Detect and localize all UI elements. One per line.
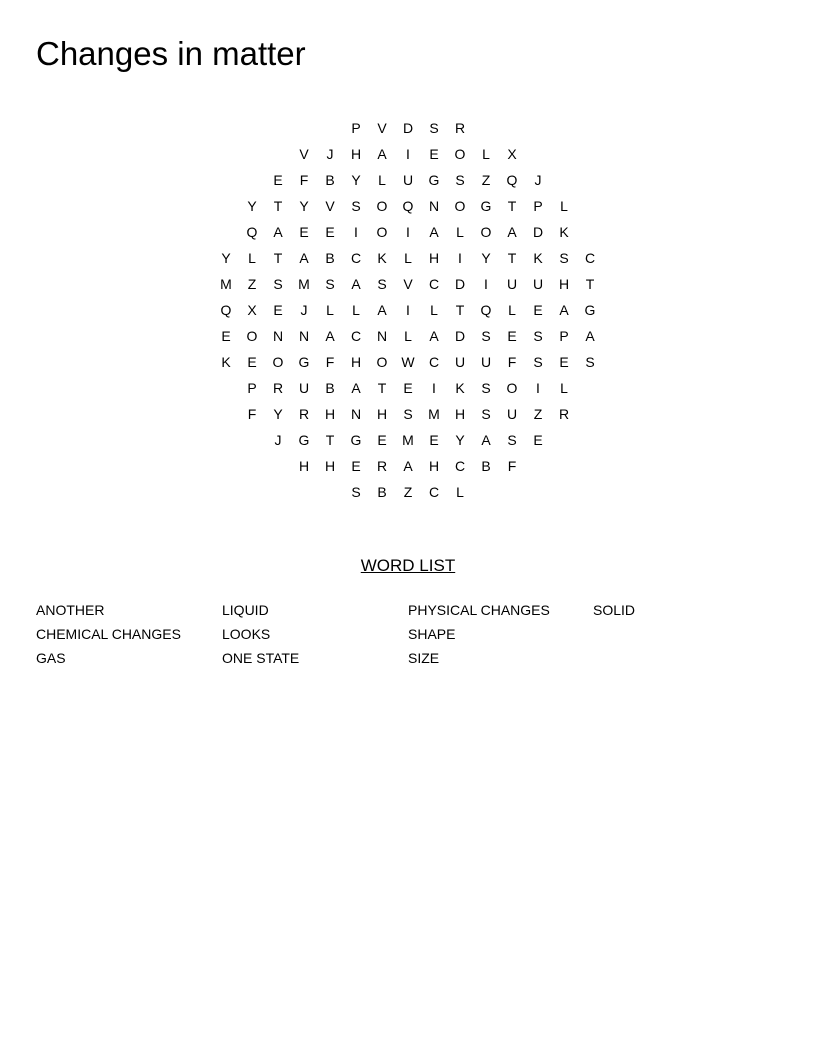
grid-letter: Y [247,198,257,214]
grid-letter: L [326,302,334,318]
grid-letter: S [533,354,543,370]
grid-letter: S [481,406,491,422]
grid-letter: Z [247,276,257,292]
grid-letter: V [377,120,387,136]
grid-letter: D [402,120,414,136]
grid-letter: L [560,198,568,214]
grid-letter: Q [480,302,492,318]
grid-letter: A [481,432,491,448]
grid-letter: C [428,276,440,292]
grid-letter: Y [273,406,283,422]
grid-letter: P [559,328,569,344]
grid-letter: E [273,172,283,188]
grid-letter: A [377,302,387,318]
grid-letter: S [455,172,465,188]
grid-letter: E [533,432,543,448]
grid-letter: K [455,380,465,396]
grid-letter: O [480,224,492,240]
grid-letter: B [325,250,335,266]
grid-letter: S [429,120,439,136]
word-list-heading: WORD LIST [360,556,456,575]
grid-letter: L [430,302,438,318]
grid-letter: Y [455,432,465,448]
grid-letter: Y [299,198,309,214]
grid-letter: F [325,354,335,370]
grid-letter: G [584,302,596,318]
grid-letter: A [273,224,283,240]
grid-letter: I [406,302,410,318]
grid-letter: M [220,276,232,292]
grid-letter: I [536,380,540,396]
grid-letter: L [456,484,464,500]
grid-letter: C [428,484,440,500]
grid-letter: L [352,302,360,318]
grid-letter: S [273,276,283,292]
grid-letter: T [273,250,283,266]
grid-letter: I [406,224,410,240]
grid-letter: M [402,432,414,448]
grid-letter: F [507,458,517,474]
grid-letter: C [350,328,362,344]
grid-letter: M [428,406,440,422]
grid-letter: E [429,146,439,162]
grid-letter: B [325,172,335,188]
grid-letter: O [246,328,258,344]
grid-letter: A [299,250,309,266]
grid-letter: A [559,302,569,318]
grid-letter: J [326,146,334,162]
grid-letter: I [458,250,462,266]
grid-letter: U [506,406,518,422]
grid-letter: H [350,146,362,162]
grid-letter: L [456,224,464,240]
grid-letter: U [480,354,492,370]
page-title: Changes in matter [36,35,306,72]
grid-letter: S [481,380,491,396]
grid-letter: C [454,458,466,474]
grid-letter: E [351,458,361,474]
grid-letter: E [403,380,413,396]
grid-letter: C [428,354,440,370]
grid-letter: R [272,380,284,396]
grid-letter: Z [403,484,413,500]
grid-letter: V [299,146,309,162]
grid-letter: E [377,432,387,448]
grid-letter: E [507,328,517,344]
grid-letter: E [325,224,335,240]
grid-letter: A [585,328,595,344]
grid-letter: U [298,380,310,396]
grid-letter: Y [221,250,231,266]
grid-letter: N [272,328,284,344]
grid-letter: H [558,276,570,292]
grid-letter: H [350,354,362,370]
grid-letter: I [354,224,358,240]
grid-letter: Q [402,198,414,214]
word-list-item: SOLID [593,602,636,618]
grid-letter: L [404,328,412,344]
grid-letter: T [585,276,595,292]
grid-letter: A [403,458,413,474]
grid-letter: E [221,328,231,344]
grid-letter: I [432,380,436,396]
grid-letter: A [507,224,517,240]
grid-letter: G [298,432,310,448]
grid-letter: Z [481,172,491,188]
grid-letter: W [401,354,415,370]
grid-letter: Q [246,224,258,240]
grid-letter: N [298,328,310,344]
grid-letter: K [377,250,387,266]
grid-letter: E [273,302,283,318]
grid-letter: H [376,406,388,422]
grid-letter: N [428,198,440,214]
grid-letter: T [377,380,387,396]
grid-letter: V [325,198,335,214]
grid-letter: R [298,406,310,422]
grid-letter: X [507,146,517,162]
word-list-item: GAS [36,650,66,666]
grid-letter: E [247,354,257,370]
grid-letter: C [350,250,362,266]
grid-letter: G [298,354,310,370]
grid-letter: K [559,224,569,240]
grid-letter: U [506,276,518,292]
word-search-grid [0,0,816,520]
word-list-item: SHAPE [408,626,456,642]
grid-letter: L [248,250,256,266]
grid-letter: S [533,328,543,344]
grid-letter: O [272,354,284,370]
grid-letter: B [481,458,491,474]
grid-letter: Z [533,406,543,422]
grid-letter: H [428,250,440,266]
grid-letter: A [377,146,387,162]
grid-letter: O [376,224,388,240]
grid-letter: U [532,276,544,292]
grid-letter: F [507,354,517,370]
grid-letter: O [376,354,388,370]
word-list-item: PHYSICAL CHANGES [408,602,550,618]
grid-letter: J [300,302,308,318]
grid-letter: Y [351,172,361,188]
grid-letter: J [534,172,542,188]
grid-letter: L [482,146,490,162]
grid-letter: G [480,198,492,214]
word-list-item: ONE STATE [222,650,300,666]
grid-letter: P [351,120,361,136]
grid-letter: F [299,172,309,188]
grid-letter: S [403,406,413,422]
grid-letter: T [507,198,517,214]
grid-letter: Q [220,302,232,318]
grid-letter: H [324,406,336,422]
word-list-item: CHEMICAL CHANGES [36,626,181,642]
grid-letter: N [376,328,388,344]
grid-letter: A [351,380,361,396]
grid-letter: O [454,146,466,162]
grid-letter: A [429,224,439,240]
grid-letter: T [273,198,283,214]
grid-letter: C [584,250,596,266]
grid-letter: E [299,224,309,240]
grid-letter: S [351,198,361,214]
grid-letter: L [378,172,386,188]
grid-letter: I [406,146,410,162]
grid-letter: U [454,354,466,370]
grid-letter: N [350,406,362,422]
grid-letter: M [298,276,310,292]
grid-letter: X [247,302,257,318]
grid-letter: S [377,276,387,292]
grid-letter: T [507,250,517,266]
grid-letter: D [454,328,466,344]
grid-letter: E [533,302,543,318]
grid-letter: R [558,406,570,422]
grid-letter: T [325,432,335,448]
grid-letter: S [559,250,569,266]
grid-letter: E [559,354,569,370]
grid-letter: L [560,380,568,396]
grid-letter: K [533,250,543,266]
grid-letter: J [274,432,282,448]
grid-letter: S [351,484,361,500]
grid-letter: S [481,328,491,344]
grid-letter: S [585,354,595,370]
grid-letter: H [454,406,466,422]
grid-letter: P [247,380,257,396]
grid-letter: F [247,406,257,422]
grid-letter: O [376,198,388,214]
grid-letter: U [402,172,414,188]
grid-letter: L [404,250,412,266]
word-list-item: SIZE [408,650,440,666]
grid-letter: T [455,302,465,318]
grid-letter: I [484,276,488,292]
grid-letter: E [429,432,439,448]
grid-letter: A [429,328,439,344]
grid-letter: L [508,302,516,318]
grid-letter: B [377,484,387,500]
grid-letter: G [350,432,362,448]
grid-letter: A [351,276,361,292]
word-list-item: LOOKS [222,626,271,642]
grid-letter: H [428,458,440,474]
grid-letter: Y [481,250,491,266]
grid-letter: K [221,354,231,370]
grid-letter: A [325,328,335,344]
grid-letter: D [532,224,544,240]
grid-letter: Q [506,172,518,188]
grid-letter: O [506,380,518,396]
grid-letter: G [428,172,440,188]
grid-letter: P [533,198,543,214]
grid-letter: S [325,276,335,292]
grid-letter: B [325,380,335,396]
grid-letter: O [454,198,466,214]
word-list-item: LIQUID [222,602,269,618]
grid-letter: H [298,458,310,474]
grid-letter: R [376,458,388,474]
word-list-item: ANOTHER [36,602,105,618]
grid-letter: S [507,432,517,448]
grid-letter: H [324,458,336,474]
grid-letter: D [454,276,466,292]
grid-letter: R [454,120,466,136]
grid-letter: V [403,276,413,292]
